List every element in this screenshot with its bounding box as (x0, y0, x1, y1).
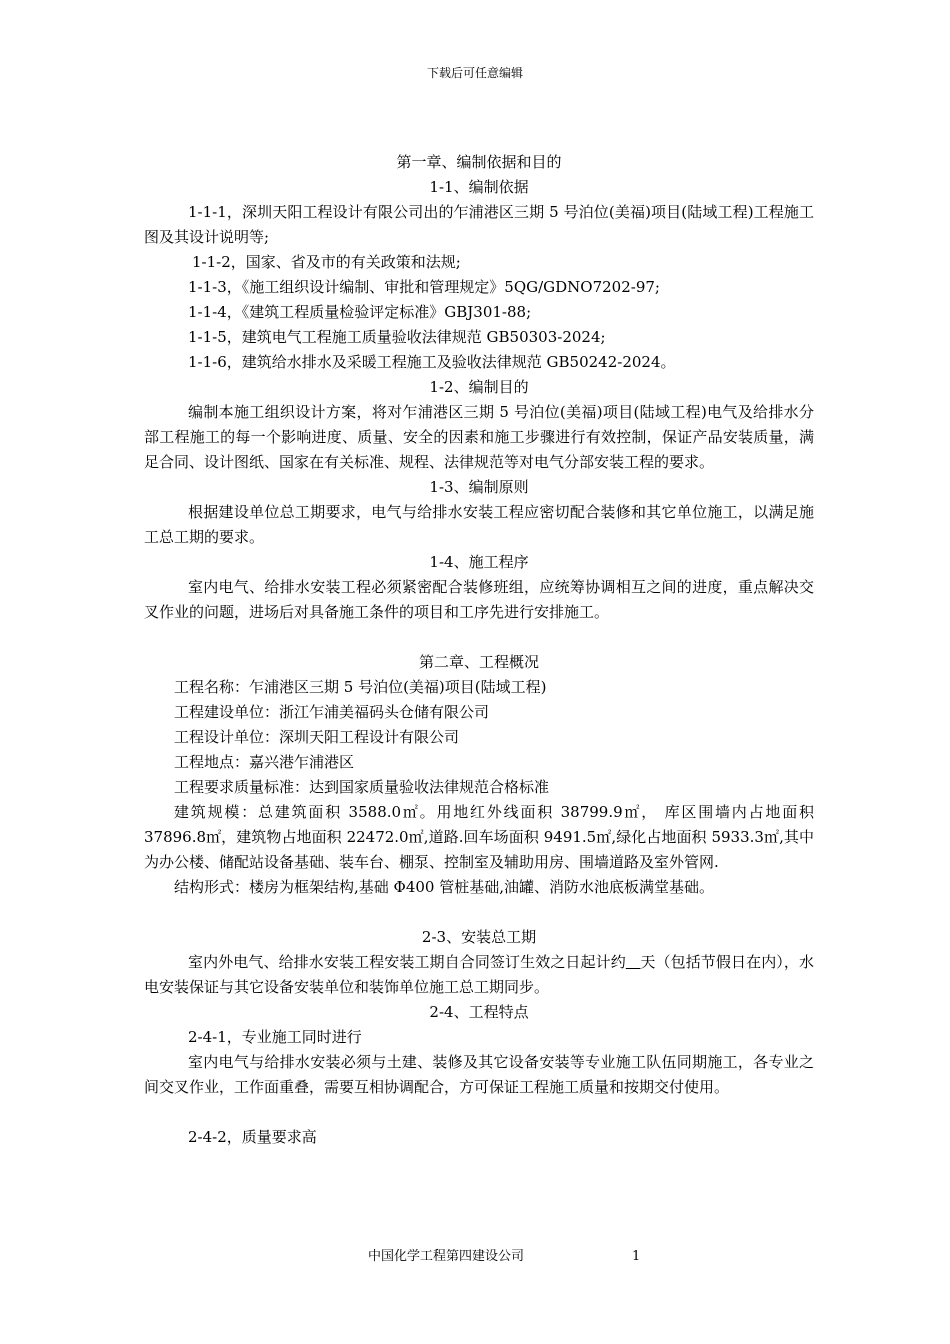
basis-item-4: 1-1-4，《建筑工程质量检验评定标准》GBJ301-88; (188, 303, 532, 321)
basis-item-3: 1-1-3，《施工组织设计编制、审批和管理规定》5QG/GDNO7202-97; (188, 278, 660, 296)
page-number: 1 (632, 1249, 641, 1264)
section-1-2-body: 编制本施工组织设计方案，将对乍浦港区三期 5 号泊位(美福)项目(陆域工程)电气及给排水分部工程施工的每一个影响进度、质量、安全的因素和施工步骤进行有效控制，保证产品安装质量，满足合同、设计图纸、国家在有关标准、规程、法律规范等对电气分部安装工程的要求。 (144, 403, 814, 471)
section-1-3-body: 根据建设单位总工期要求，电气与给排水安装工程应密切配合装修和其它单位施工，以满足施工总工期的要求。 (144, 503, 814, 546)
section-2-3-title: 2-3、安装总工期 (421, 928, 537, 946)
overview-location: 工程地点：嘉兴港乍浦港区 (174, 753, 355, 771)
section-1-2-title: 1-2、编制目的 (429, 378, 529, 396)
document-body (144, 150, 814, 1150)
chapter2-title: 第二章、工程概况 (418, 653, 539, 671)
footer-company: 中国化学工程第四建设公司 (368, 1249, 525, 1264)
chapter1-title: 第一章、编制依据和目的 (396, 153, 562, 171)
overview-project-name: 工程名称：乍浦港区三期 5 号泊位(美福)项目(陆域工程) (174, 678, 547, 696)
section-2-4-title: 2-4、工程特点 (429, 1003, 529, 1021)
header-note: 下载后可任意编辑 (426, 66, 523, 80)
basis-item-6: 1-1-6，建筑给水排水及采暖工程施工及验收法律规范 GB50242-2024。 (188, 353, 676, 371)
duration-blank (626, 953, 641, 971)
overview-structure: 结构形式：楼房为框架结构,基础 Φ400 管桩基础,油罐、消防水池底板满堂基础。 (174, 878, 715, 896)
feature-2-title: 2-4-2，质量要求高 (188, 1128, 317, 1146)
section-1-1-title: 1-1、编制依据 (429, 178, 529, 196)
overview-designer: 工程设计单位：深圳天阳工程设计有限公司 (174, 728, 460, 746)
basis-item-2: 1-1-2，国家、省及市的有关政策和法规; (192, 253, 461, 271)
basis-item-5: 1-1-5，建筑电气工程施工质量验收法律规范 GB50303-2024; (188, 328, 606, 346)
overview-owner: 工程建设单位：浙江乍浦美福码头仓储有限公司 (174, 703, 490, 721)
section-1-4-body: 室内电气、给排水安装工程必须紧密配合装修班组，应统筹协调相互之间的进度，重点解决交叉作业的问题，进场后对具备施工条件的项目和工序先进行安排施工。 (144, 578, 814, 621)
duration-text-before: 室内外电气、给排水安装工程安装工期自合同签订生效之日起计约 (188, 953, 626, 971)
basis-item-1: 1-1-1，深圳天阳工程设计有限公司出的乍浦港区三期 5 号泊位(美福)项目(陆域工程)工程施工图及其设计说明等; (144, 203, 814, 246)
section-1-4-title: 1-4、施工程序 (429, 553, 529, 571)
overview-quality: 工程要求质量标准：达到国家质量验收法律规范合格标准 (174, 778, 550, 796)
duration-text-after: 天（包括节假日在内），水电安装保证与其它设备安装单位和装饰单位施工总工期同步。 (144, 953, 814, 996)
overview-scale: 建筑规模：总建筑面积 3588.0㎡。用地红外线面积 38799.9㎡， 库区围墙内占地面积 37896.8㎡，建筑物占地面积 22472.0㎡,道路.回车场面积 9491.5㎡,绿化占地面积 5933.3㎡,其中为办公楼、储配站设备基础、装车台、棚泵、控制室及辅助用房、围墙道路及室外管网. (144, 803, 814, 871)
section-2-3-body (144, 950, 814, 1000)
feature-1-body: 室内电气与给排水安装必须与土建、装修及其它设备安装等专业施工队伍同期施工，各专业之间交叉作业，工作面重叠，需要互相协调配合，方可保证工程施工质量和按期交付使用。 (144, 1053, 814, 1096)
feature-1-title: 2-4-1，专业施工同时进行 (188, 1028, 362, 1046)
section-1-3-title: 1-3、编制原则 (429, 478, 529, 496)
